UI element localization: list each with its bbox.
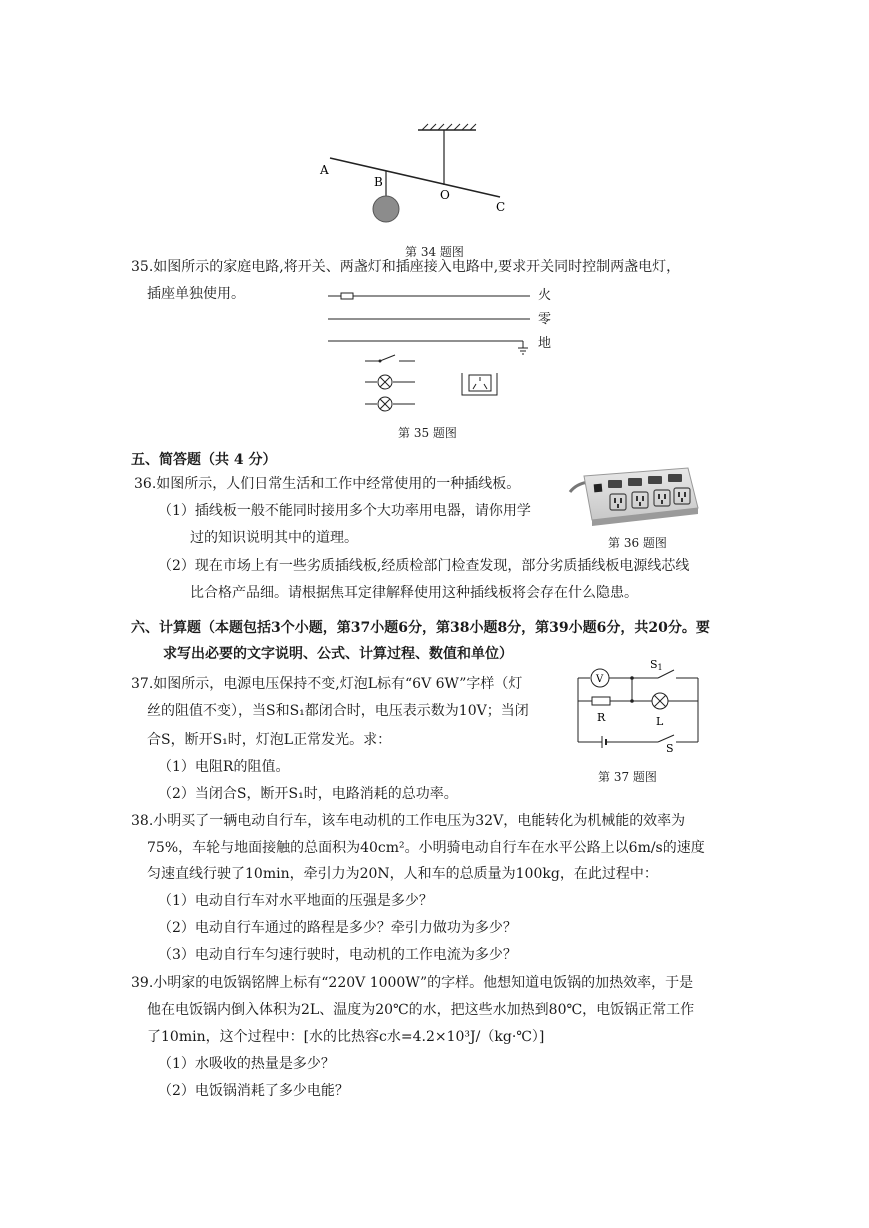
resistor-label: R — [597, 711, 606, 724]
q38-line1: 38.小明买了一辆电动自行车，该车电动机的工作电压为32V，电能转化为机械能的效率为 — [131, 813, 686, 829]
q36-stem: 36.如图所示，人们日常生活和工作中经常使用的一种插线板。 — [134, 476, 521, 492]
q36-part2-line2: 比合格产品细。请根据焦耳定律解释使用这种插线板将会存在什么隐患。 — [190, 585, 638, 601]
q38-line2: 75%，车轮与地面接触的总面积为40cm²。小明骑电动自行车在水平公路上以6m/s的速度 — [147, 840, 705, 856]
label-b: B — [374, 175, 383, 189]
figure-35-circuit — [325, 285, 565, 425]
q37-part2: （2）当闭合S，断开S₁时，电路消耗的总功率。 — [158, 786, 458, 802]
q36-part1-line2: 过的知识说明其中的道理。 — [190, 530, 358, 546]
figure-34-lever — [300, 118, 530, 248]
q38-part2: （2）电动自行车通过的路程是多少？牵引力做功为多少？ — [158, 920, 517, 936]
switch-s1-label — [650, 658, 663, 672]
q35-fire-label: 火 — [538, 288, 552, 303]
q35-line1: 35.如图所示的家庭电路,将开关、两盏灯和插座接入电路中,要求开关同时控制两盏电灯， — [131, 259, 681, 275]
figure-36-power-strip — [566, 462, 701, 532]
label-o: O — [440, 188, 450, 202]
figure-35-caption: 第 35 题图 — [398, 426, 457, 440]
figure-37-caption: 第 37 题图 — [598, 770, 657, 784]
label-a: A — [320, 163, 329, 177]
q39-part2: （2）电饭锅消耗了多少电能？ — [158, 1083, 349, 1099]
figure-34-caption: 第 34 题图 — [405, 245, 464, 259]
q36-part2-line1: （2）现在市场上有一些劣质插线板,经质检部门检查发现，部分劣质插线板电源线芯线 — [158, 558, 690, 574]
q35-ground-label: 地 — [538, 336, 552, 351]
q35-line2: 插座单独使用。 — [147, 286, 245, 302]
section-6-line2: 求写出必要的文字说明、公式、计算过程、数值和单位） — [163, 646, 513, 662]
q37-line1: 37.如图所示，电源电压保持不变,灯泡L标有“6V 6W”字样（灯 — [131, 676, 523, 692]
section-5-title: 五、简答题（共 4 分） — [131, 452, 277, 468]
q39-part1: （1）水吸收的热量是多少？ — [158, 1056, 335, 1072]
q37-line3: 合S，断开S₁时，灯泡L正常发光。求： — [147, 732, 392, 748]
switch-s1-label-main: S — [650, 658, 658, 671]
q37-part1: （1）电阻R的阻值。 — [158, 759, 290, 775]
label-c: C — [496, 200, 506, 214]
q37-line2: 丝的阻值不变），当S和S₁都闭合时，电压表示数为10V；当闭 — [147, 703, 529, 719]
figure-37-circuit — [570, 655, 705, 755]
q35-zero-label: 零 — [538, 312, 552, 327]
q38-part3: （3）电动自行车匀速行驶时，电动机的工作电流为多少？ — [158, 947, 517, 963]
q38-part1: （1）电动自行车对水平地面的压强是多少？ — [158, 893, 433, 909]
figure-36-caption: 第 36 题图 — [608, 536, 667, 550]
switch-s-label: S — [666, 742, 674, 755]
q39-line3: 了10min，这个过程中：[水的比热容c水=4.2×10³J/（kg·℃）] — [147, 1029, 545, 1045]
section-6-line1: 六、计算题（本题包括3个小题，第37小题6分，第38小题8分，第39小题6分，共20分。要 — [131, 620, 710, 636]
lamp-label: L — [656, 715, 664, 728]
q39-line1: 39.小明家的电饭锅铭牌上标有“220V 1000W”的字样。他想知道电饭锅的加热效率，于是 — [131, 975, 694, 991]
q38-line3: 匀速直线行驶了10min，牵引力为20N，人和车的总质量为100kg，在此过程中： — [147, 866, 658, 882]
voltmeter-label: V — [596, 674, 604, 685]
q36-part1-line1: （1）插线板一般不能同时接用多个大功率用电器，请你用学 — [158, 503, 531, 519]
switch-s1-label-sub: 1 — [657, 663, 663, 672]
q39-line2: 他在电饭锅内倒入体积为2L、温度为20℃的水，把这些水加热到80℃，电饭锅正常工作 — [147, 1002, 695, 1018]
